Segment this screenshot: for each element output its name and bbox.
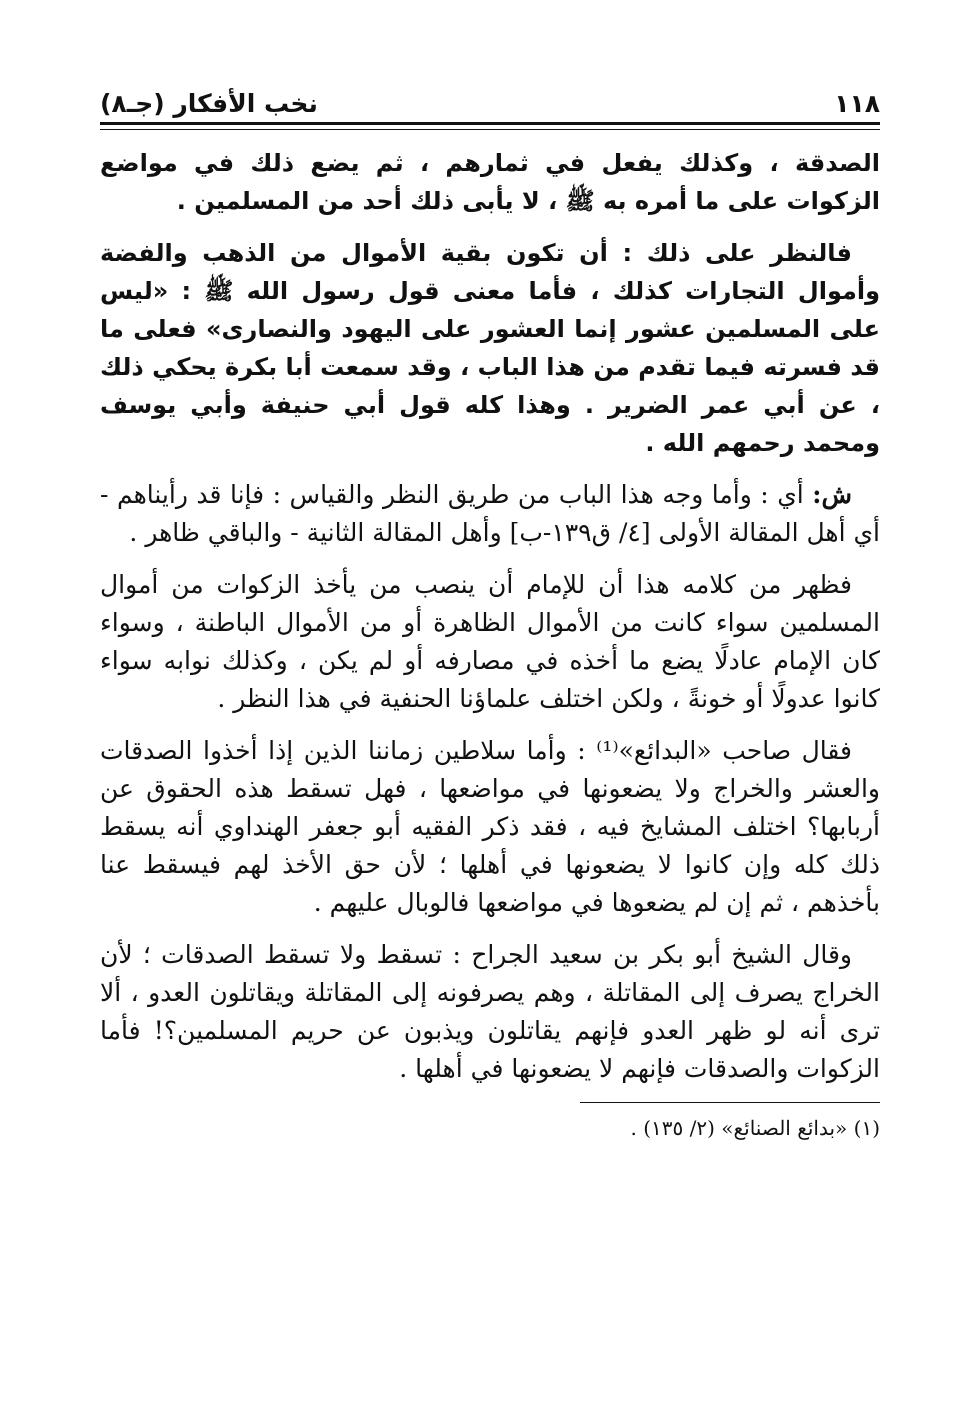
page-number: ١١٨ bbox=[834, 89, 880, 118]
running-head bbox=[100, 78, 880, 118]
quote-paragraph-1: الصدقة ، وكذلك يفعل في ثمارهم ، ثم يضع ذلك في مواضع الزكوات على ما أمره به ﷺ ، لا يأبى ذلك أحد من المسلمين . bbox=[100, 149, 880, 215]
commentary-paragraph-3: فقال صاحب «البدائع»⁽¹⁾ : وأما سلاطين زماننا الذين إذا أخذوا الصدقات والعشر والخراج ولا يضعونها في مواضعها ، فهل تسقط هذه الحقوق عن أربابها؟ اختلف المشايخ فيه ، فقد ذكر الفقيه أبو جعفر الهنداوي أنه يسقط ذلك كله وإن كانوا لا يضعونها في أهلها ؛ لأن حق الأخذ لهم فيسقط عنا بأخذهم ، ثم إن لم يضعوها في مواضعها فالوبال عليهم . bbox=[100, 736, 880, 917]
footnote: (١) «بدائع الصنائع» (٢/ ١٣٥) . bbox=[630, 1116, 880, 1140]
quote-paragraph-2: فالنظر على ذلك : أن تكون بقية الأموال من الذهب والفضة وأموال التجارات كذلك ، فأما معنى قول رسول الله ﷺ : «ليس على المسلمين عشور إنما العشور على اليهود والنصارى» فعلى ما قد فسرته فيما تقدم من هذا الباب ، وقد سمعت أبا بكرة يحكي ذلك ، عن أبي عمر الضرير . وهذا كله قول أبي حنيفة وأبي يوسف ومحمد رحمهم الله . bbox=[100, 239, 880, 457]
book-title: نخب الأفكار (جـ٨) bbox=[100, 89, 318, 118]
commentary-paragraph-1 bbox=[100, 476, 880, 552]
commentary-text-1: أي : وأما وجه هذا الباب من طريق النظر والقياس : فإنا قد رأيناهم - أي أهل المقالة الأولى [٤/ ق١٣٩-ب] وأهل المقالة الثانية - والباقي ظاهر . bbox=[100, 480, 880, 547]
commentary-paragraph-4: وقال الشيخ أبو بكر بن سعيد الجراح : تسقط ولا تسقط الصدقات ؛ لأن الخراج يصرف إلى المقاتلة ، وهم يصرفونه إلى المقاتلة ويقاتلون العدو ، ألا ترى أنه لو ظهر العدو فإنهم يقاتلون ويذبون عن حريم المسلمين؟! فأما الزكوات والصدقات فإنهم لا يضعونها في أهلها . bbox=[100, 940, 880, 1083]
footnote-rule bbox=[580, 1102, 880, 1103]
commentary-paragraph-2: فظهر من كلامه هذا أن للإمام أن ينصب من يأخذ الزكوات من أموال المسلمين سواء كانت من الأموال الظاهرة أو من الأموال الباطنة ، وسواء كان الإمام عادلًا يضع ما أخذه في مصارفه أو لم يكن ، وكذلك نوابه سواء كانوا عدولًا أو خونةً ، ولكن اختلف علماؤنا الحنفية في هذا النظر . bbox=[100, 570, 880, 713]
commentary-marker: ش: bbox=[812, 480, 852, 509]
header-rule-thin bbox=[100, 129, 880, 130]
header-rule bbox=[100, 122, 880, 125]
book-page bbox=[100, 78, 880, 1143]
